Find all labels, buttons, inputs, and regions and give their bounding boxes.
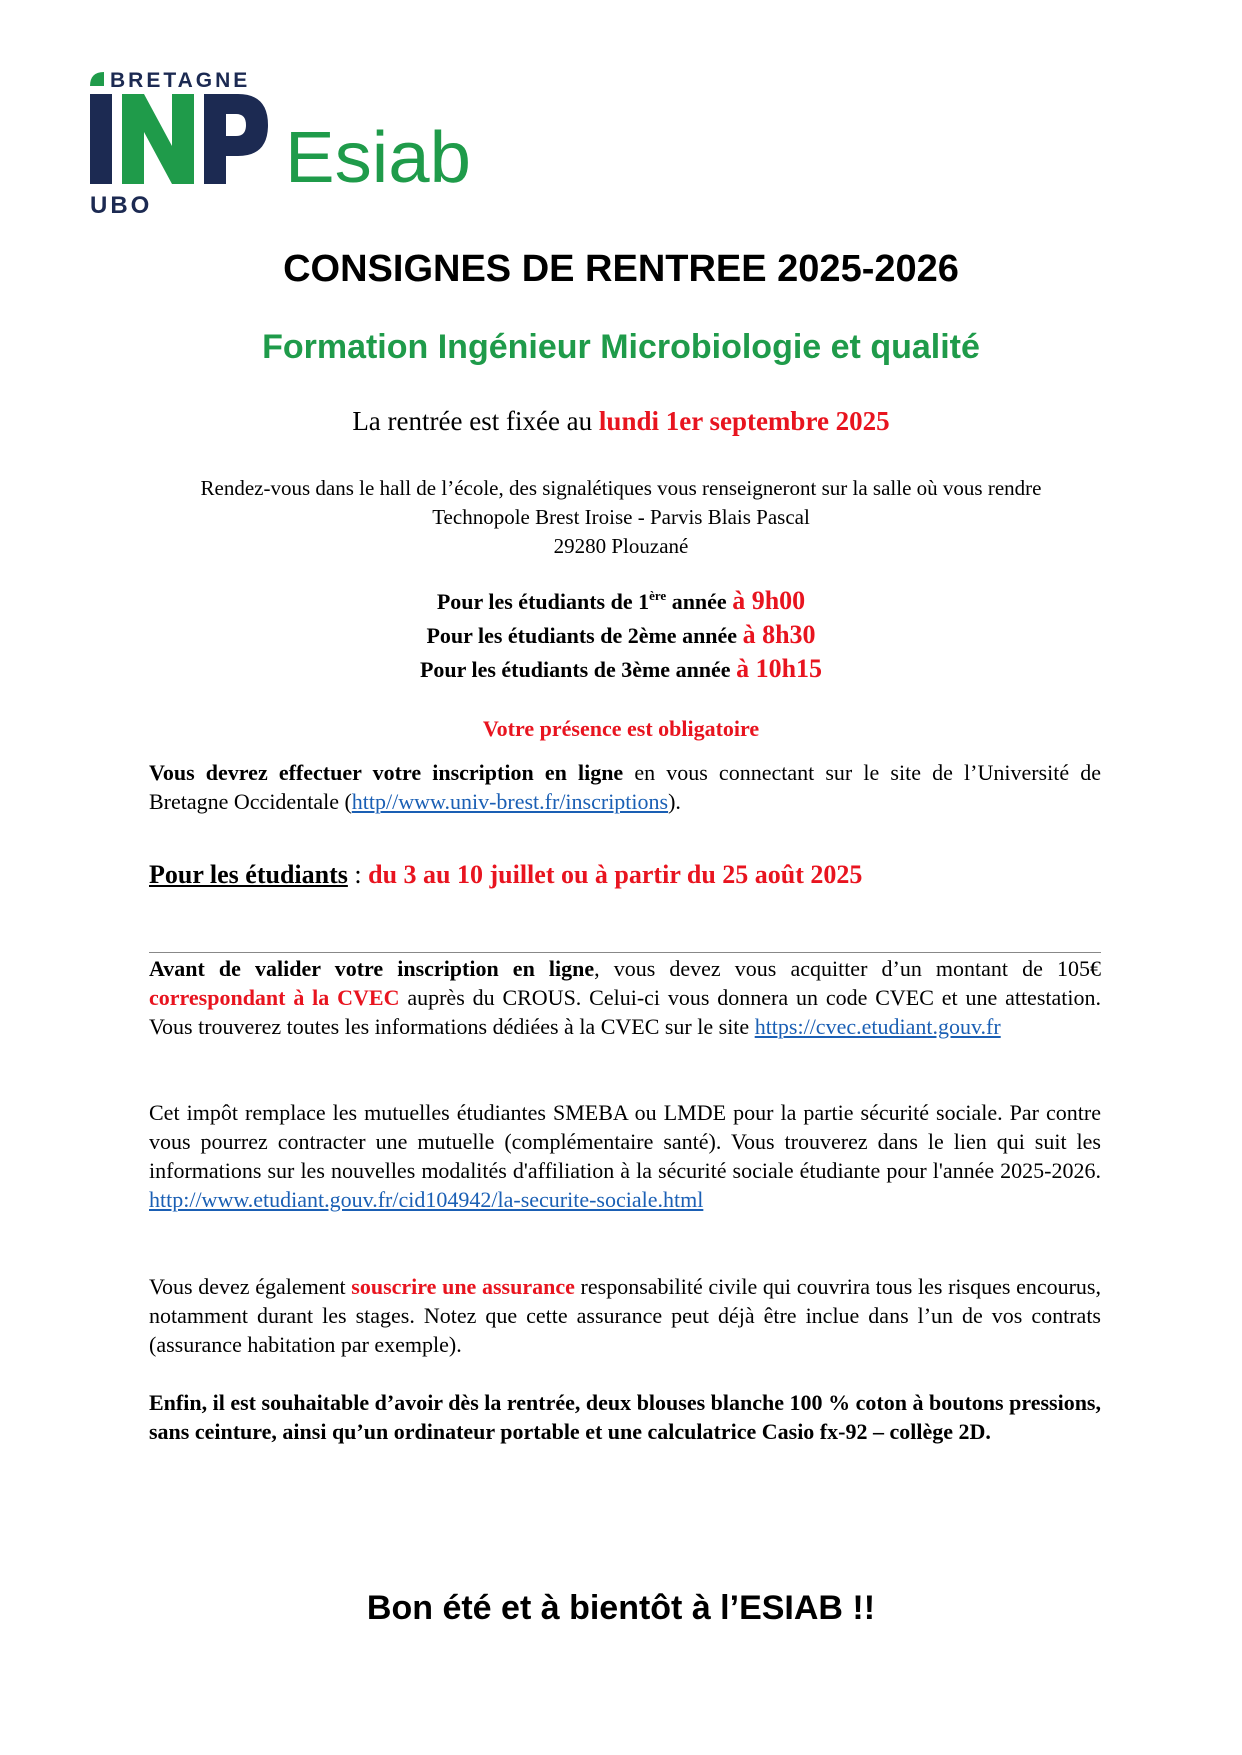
schedule-sup: ère (649, 588, 667, 603)
schedule-time: à 9h00 (732, 586, 806, 615)
divider (149, 952, 1101, 953)
inscription-link[interactable]: http//www.univ-brest.fr/inscriptions (351, 789, 669, 814)
impot-paragraph (149, 1098, 1101, 1214)
inscription-bold: Vous devrez effectuer votre inscription en ligne (149, 760, 624, 785)
cvec-text: , vous devez vous acquitter d’un montant de 105€ (594, 956, 1101, 981)
dates-line (149, 858, 862, 892)
page-subtitle: Formation Ingénieur Microbiologie et qualité (262, 328, 980, 366)
dates-value: du 3 au 10 juillet ou à partir du 25 août 2025 (368, 860, 863, 889)
bretagne-inp-esiab-logo (88, 70, 478, 220)
schedule-row-year-3 (0, 652, 1242, 686)
logo-letter-n (122, 94, 194, 184)
securite-sociale-link[interactable]: http://www.etudiant.gouv.fr/cid104942/la-securite-sociale.html (149, 1187, 704, 1212)
cvec-text-2: auprès du CROUS. Celui-ci vous donnera un code CVEC et une attestation. Vous trouverez toutes les informations dédiées à la CVEC sur le site (149, 985, 1101, 1039)
logo-ubo-text: UBO (90, 192, 153, 219)
inscription-end: ). (668, 789, 681, 814)
rentree-prefix: La rentrée est fixée au (352, 406, 599, 436)
cvec-bold: Avant de valider votre inscription en ligne (149, 956, 595, 981)
presence-notice: Votre présence est obligatoire (482, 716, 760, 741)
inscription-paragraph (149, 758, 1101, 816)
schedule-label-end: année (666, 589, 733, 614)
rendezvous-block (0, 474, 1242, 561)
schedule-label: Pour les étudiants de 3ème année (419, 657, 737, 682)
rentree-date-line (0, 404, 1242, 438)
impot-text: Cet impôt remplace les mutuelles étudiantes SMEBA ou LMDE pour la partie sécurité sociale. Par contre vous pourrez contracter une mutuelle (complémentaire santé). Vous trouverez dans le lien qui suit les informations sur les nouvelles modalités d'affiliation à la sécurité sociale étudiante pour l'année 2025-2026. (149, 1100, 1101, 1183)
logo-bretagne-text: BRETAGNE (110, 70, 251, 92)
assurance-paragraph (149, 1272, 1101, 1359)
rendezvous-line: Rendez-vous dans le hall de l’école, des signalétiques vous renseigneront sur la salle où vous rendre (200, 476, 1042, 500)
inscription-text: en vous connectant sur le site de l’Université de Bretagne Occidentale ( (149, 760, 1101, 814)
schedule-label: Pour les étudiants de 2ème année (426, 623, 743, 648)
cvec-red: correspondant à la CVEC (149, 985, 400, 1010)
schedule-time: à 10h15 (736, 654, 823, 683)
address-line: Technopole Brest Iroise - Parvis Blais Pascal (432, 505, 810, 529)
logo-letter-i (90, 94, 112, 184)
enfin-paragraph: Enfin, il est souhaitable d’avoir dès la rentrée, deux blouses blanche 100 % coton à boutons pressions, sans ceinture, ainsi qu’un ordinateur portable et une calculatrice Casio fx-92 – collège 2D. (149, 1390, 1101, 1444)
dates-label: Pour les étudiants (149, 860, 348, 889)
schedule-row-year-1 (0, 584, 1242, 618)
schedule-row-year-2 (0, 618, 1242, 652)
page-title: CONSIGNES DE RENTREE 2025-2026 (283, 248, 959, 290)
assurance-text-2: responsabilité civile qui couvrira tous les risques encourus, notamment durant les stages. Notez que cette assurance peut déjà être inclue dans l’un de vos contrats (assurance habitation par exemple). (149, 1274, 1101, 1357)
schedule-label: Pour les étudiants de 1 (436, 589, 650, 614)
schedule-block (0, 584, 1242, 686)
cvec-paragraph (149, 954, 1101, 1041)
schedule-time: à 8h30 (742, 620, 816, 649)
assurance-text: Vous devez également (149, 1274, 352, 1299)
logo-letter-p (204, 94, 268, 184)
assurance-red: souscrire une assurance (351, 1274, 575, 1299)
postal-line: 29280 Plouzané (553, 534, 689, 558)
cvec-link[interactable]: https://cvec.etudiant.gouv.fr (754, 1014, 1001, 1039)
closing-message: Bon été et à bientôt à l’ESIAB !! (366, 1589, 876, 1627)
logo-esiab-text: Esiab (285, 118, 471, 198)
rentree-date: lundi 1er septembre 2025 (598, 406, 890, 436)
dates-separator: : (347, 860, 369, 889)
logo-leaf-mark (90, 72, 104, 86)
